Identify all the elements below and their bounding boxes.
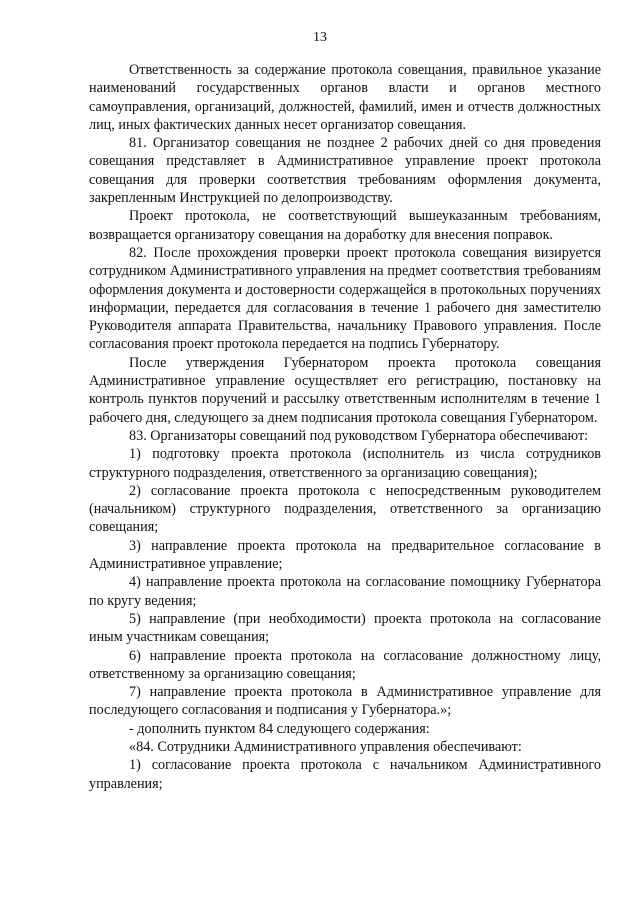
list-item-5: 5) направление (при необходимости) проекта протокола на согласование иным участникам совещания;: [89, 610, 601, 646]
paragraph-responsibility: Ответственность за содержание протокола совещания, правильное указание наименований государственных органов власти и органов местного самоуправления, организаций, должностей, фамилий, имен и отчеств должностных лиц, иных фактических данных несет организатор совещания.: [89, 62, 601, 133]
document-body: [89, 61, 601, 793]
paragraph-83: 83. Организаторы совещаний под руководством Губернатора обеспечивают:: [129, 427, 589, 444]
paragraph-registration: После утверждения Губернатором проекта протокола совещания Административное управление осуществляет его регистрацию, постановку на контроль пунктов поручений и рассылку ответственным исполнителям в течение 1 рабочего дня, следующего за днем подписания протокола совещания Губернатором.: [89, 354, 601, 426]
page-number: 13: [313, 30, 327, 45]
paragraph-82: 82. После прохождения проверки проект протокола совещания визируется сотрудником Административного управления на предмет соответствия требованиям оформления документа и достоверности содержащейся в протокольных поручениях информации, передается для согласования в течение 1 рабочего дня заместителю Руководителя аппарата Правительства, начальнику Правового управления. После согласования проект протокола передается на подпись Губернатору.: [89, 244, 601, 353]
list-item-3: 3) направление проекта протокола на предварительное согласование в Административное управление;: [89, 537, 601, 573]
list-item-1: 1) подготовку проекта протокола (исполнитель из числа сотрудников структурного подразделения, ответственного за организацию совещания);: [89, 446, 601, 481]
list-item-2: 2) согласование проекта протокола с непосредственным руководителем (начальником) структурного подразделения, ответственного за организацию совещания;: [89, 482, 601, 536]
paragraph-81: 81. Организатор совещания не позднее 2 рабочих дней со дня проведения совещания представляет в Административное управление проект протокола совещания для проверки соответствия требованиям оформления документа, закрепленным Инструкцией по делопроизводству.: [89, 135, 601, 207]
list-item-6: 6) направление проекта протокола на согласование должностному лицу, ответственному за организацию совещания;: [89, 647, 601, 682]
list-item-84-1: 1) согласование проекта протокола с начальником Административного управления;: [89, 757, 601, 792]
paragraph-draft-return: Проект протокола, не соответствующий вышеуказанным требованиям, возвращается организатору совещания на доработку для внесения поправок.: [89, 208, 601, 243]
paragraph-add-84: - дополнить пунктом 84 следующего содержания:: [129, 720, 430, 737]
paragraph-84: «84. Сотрудники Административного управления обеспечивают:: [129, 738, 522, 755]
list-item-4: 4) направление проекта протокола на согласование помощнику Губернатора по кругу ведения;: [89, 574, 601, 609]
list-item-7: 7) направление проекта протокола в Административное управление для последующего согласования и подписания у Губернатора.»;: [89, 684, 601, 719]
